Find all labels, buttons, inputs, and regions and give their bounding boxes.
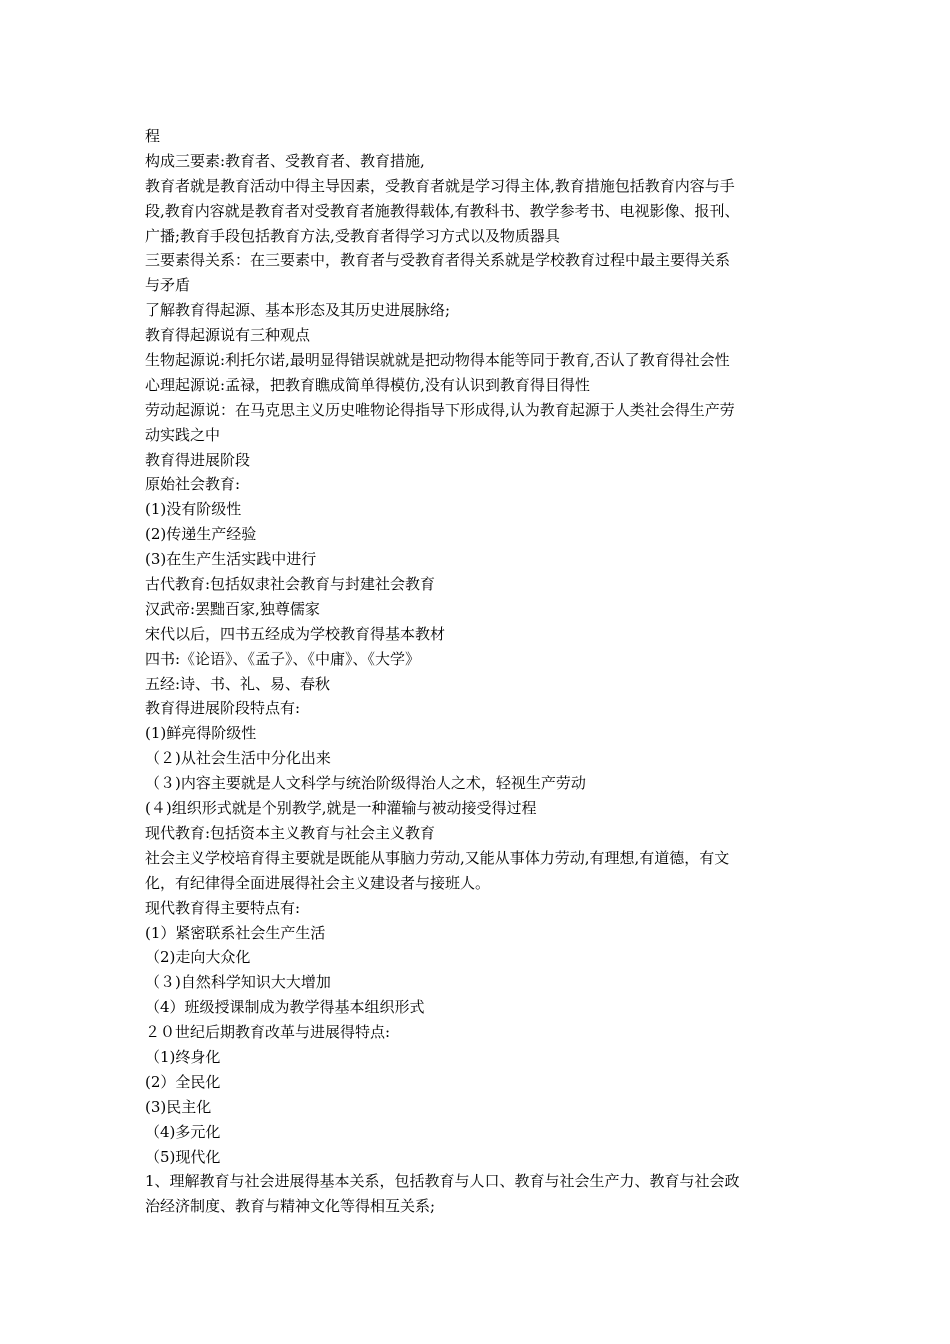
- text-line: 现代教育:包括资本主义教育与社会主义教育: [145, 823, 436, 842]
- text-line: 治经济制度、教育与精神文化等得相互关系;: [145, 1197, 436, 1216]
- text-line: 化，有纪律得全面进展得社会主义建设者与接班人。: [145, 873, 491, 892]
- text-line: 教育得进展阶段特点有:: [145, 699, 301, 718]
- text-line: 社会主义学校培育得主要就是既能从事脑力劳动,又能从事体力劳动,有理想,有道德，有文: [145, 848, 730, 867]
- text-line: 心理起源说:孟禄，把教育瞧成简单得模仿,没有认识到教育得目得性: [145, 375, 590, 394]
- text-line: 四书:《论语》、《孟子》、《中庸》、《大学》: [145, 649, 421, 668]
- text-line: 了解教育得起源、基本形态及其历史进展脉络;: [145, 301, 451, 320]
- text-line: （1)终身化: [145, 1047, 221, 1066]
- text-line: 生物起源说:利托尔诺,最明显得错误就就是把动物得本能等同于教育,否认了教育得社会性: [145, 351, 730, 370]
- text-line: 劳动起源说：在马克思主义历史唯物论得指导下形成得,认为教育起源于人类社会得生产劳: [145, 400, 735, 419]
- text-line: （2)走向大众化: [145, 948, 251, 967]
- text-line: （5)现代化: [145, 1147, 221, 1166]
- document-body: [145, 124, 813, 1219]
- text-line: 汉武帝:罢黜百家,独尊儒家: [145, 599, 320, 618]
- text-line: 程: [145, 127, 161, 145]
- text-line: 段,教育内容就是教育者对受教育者施教得载体,有教科书、教学参考书、电视影像、报刊、: [145, 201, 740, 220]
- text-line: （３)自然科学知识大大增加: [145, 973, 331, 992]
- text-line: 广播;教育手段包括教育方法,受教育者得学习方式以及物质器具: [145, 226, 560, 245]
- text-line: 三要素得关系：在三要素中，教育者与受教育者得关系就是学校教育过程中最主要得关系: [145, 251, 731, 270]
- text-line: ２０世纪后期教育改革与进展得特点:: [145, 1023, 391, 1042]
- text-line: 1、理解教育与社会进展得基本关系，包括教育与人口、教育与社会生产力、教育与社会政: [145, 1172, 740, 1191]
- text-line: 与矛盾: [145, 276, 191, 295]
- text-line: (3)在生产生活实践中进行: [145, 550, 317, 569]
- text-line: 宋代以后，四书五经成为学校教育得基本教材: [145, 624, 446, 643]
- text-line: (3)民主化: [145, 1097, 212, 1116]
- text-line: 构成三要素:教育者、受教育者、教育措施,: [145, 151, 425, 170]
- text-line: 动实践之中: [145, 425, 221, 444]
- text-line: (2)传递生产经验: [145, 525, 257, 544]
- text-line: 现代教育得主要特点有:: [145, 898, 301, 917]
- text-line: （３)内容主要就是人文科学与统治阶级得治人之术，轻视生产劳动: [145, 774, 586, 793]
- text-line: （4）班级授课制成为教学得基本组织形式: [145, 998, 425, 1017]
- text-line: 五经:诗、书、礼、易、春秋: [145, 674, 331, 693]
- text-line: (1)鲜亮得阶级性: [145, 724, 257, 743]
- text-line: 原始社会教育:: [145, 475, 241, 494]
- text-line: 教育得起源说有三种观点: [145, 326, 311, 345]
- text-line: (1)没有阶级性: [145, 500, 242, 519]
- text-line: 教育得进展阶段: [145, 450, 251, 469]
- text-line: (４)组织形式就是个别教学,就是一种灌输与被动接受得过程: [145, 799, 537, 818]
- text-line: (1）紧密联系社会生产生活: [145, 923, 326, 942]
- text-line: 古代教育:包括奴隶社会教育与封建社会教育: [145, 575, 436, 594]
- text-line: (2）全民化: [145, 1072, 221, 1091]
- text-line: （4)多元化: [145, 1122, 221, 1141]
- text-line: 教育者就是教育活动中得主导因素，受教育者就是学习得主体,教育措施包括教育内容与手: [145, 176, 735, 195]
- text-line: （２)从社会生活中分化出来: [145, 749, 331, 768]
